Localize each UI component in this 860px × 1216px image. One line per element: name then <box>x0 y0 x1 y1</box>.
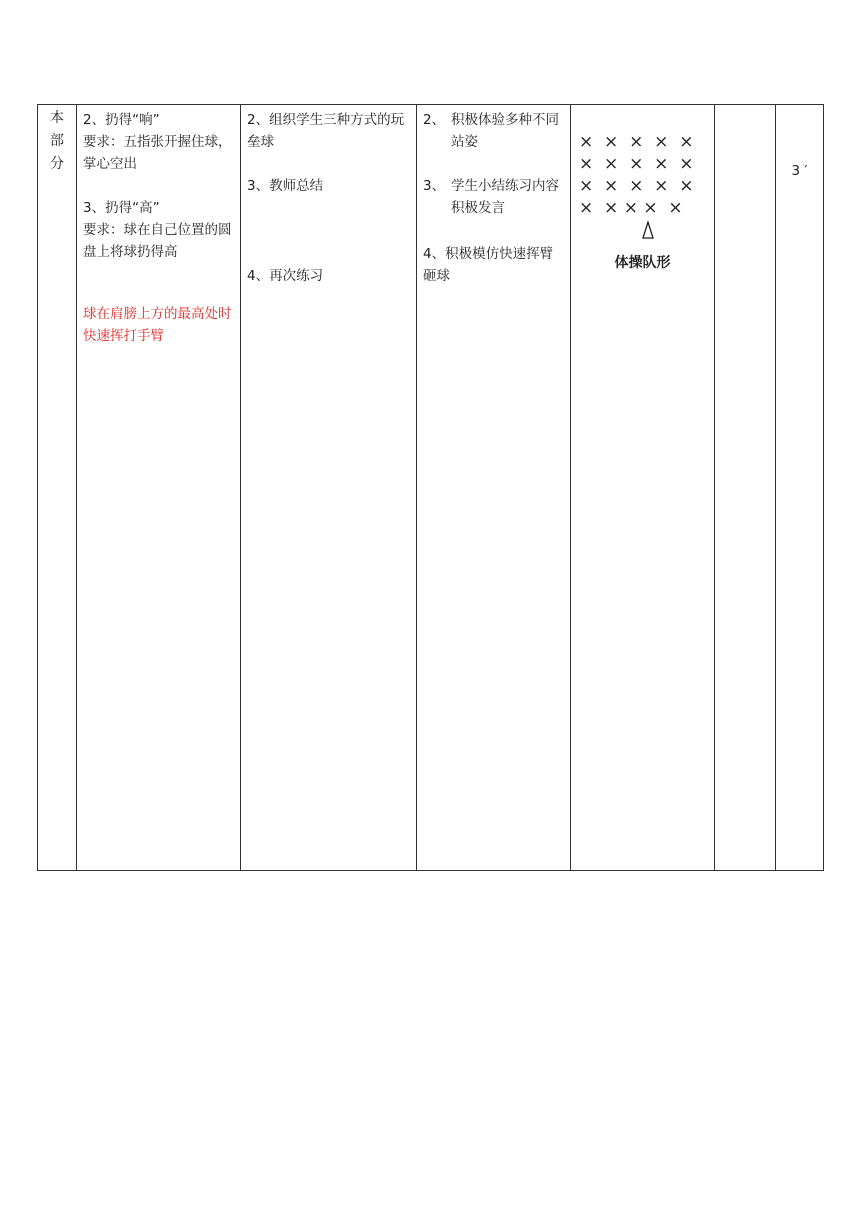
teacher-step-4: 4、再次练习 <box>247 268 324 284</box>
time-cell <box>776 105 824 871</box>
item2-title: 2、扔得“响” <box>83 112 160 128</box>
section-cell <box>38 105 77 871</box>
item3-requirement: 要求：球在自己位置的圆盘上将球扔得高 <box>83 222 232 260</box>
formation-grid <box>577 131 708 219</box>
item2-requirement: 要求：五指张开握住球，掌心空出 <box>83 134 232 172</box>
step-text: 学生小结练习内容积极发言 <box>451 178 559 216</box>
formation-row: × × × × × <box>579 154 694 174</box>
item3-title: 3、扔得“高” <box>83 200 160 216</box>
student-step-4: 4、积极模仿快速挥臂砸球 <box>423 246 554 284</box>
student-step-3 <box>423 175 564 219</box>
lesson-plan-table <box>37 104 824 871</box>
key-point: 球在肩膀上方的最高处时快速挥打手臂 <box>83 306 232 344</box>
triangle-icon <box>642 221 654 239</box>
table-row <box>38 105 824 871</box>
step-text: 积极体验多种不同站姿 <box>451 112 559 150</box>
student-cell <box>417 105 571 871</box>
student-step-2 <box>423 109 564 153</box>
formation-caption: 体操队形 <box>614 255 671 271</box>
step-number: 3、 <box>423 178 446 194</box>
section-char: 分 <box>50 156 64 172</box>
duration: 3 ′ <box>791 163 808 179</box>
teacher-step-2: 2、组织学生三种方式的玩垒球 <box>247 112 405 150</box>
formation-row: × × × × × <box>579 132 694 152</box>
teacher-position-icon <box>587 221 708 246</box>
teacher-cell <box>241 105 417 871</box>
formation-row: × × × × × <box>579 176 694 196</box>
empty-cell <box>715 105 776 871</box>
step-number: 2、 <box>423 112 446 128</box>
section-char: 部 <box>50 133 64 149</box>
formation-row: × × × × × <box>579 198 683 218</box>
teacher-step-3: 3、教师总结 <box>247 178 324 194</box>
content-cell <box>77 105 241 871</box>
section-char: 本 <box>50 110 64 126</box>
formation-cell <box>571 105 715 871</box>
